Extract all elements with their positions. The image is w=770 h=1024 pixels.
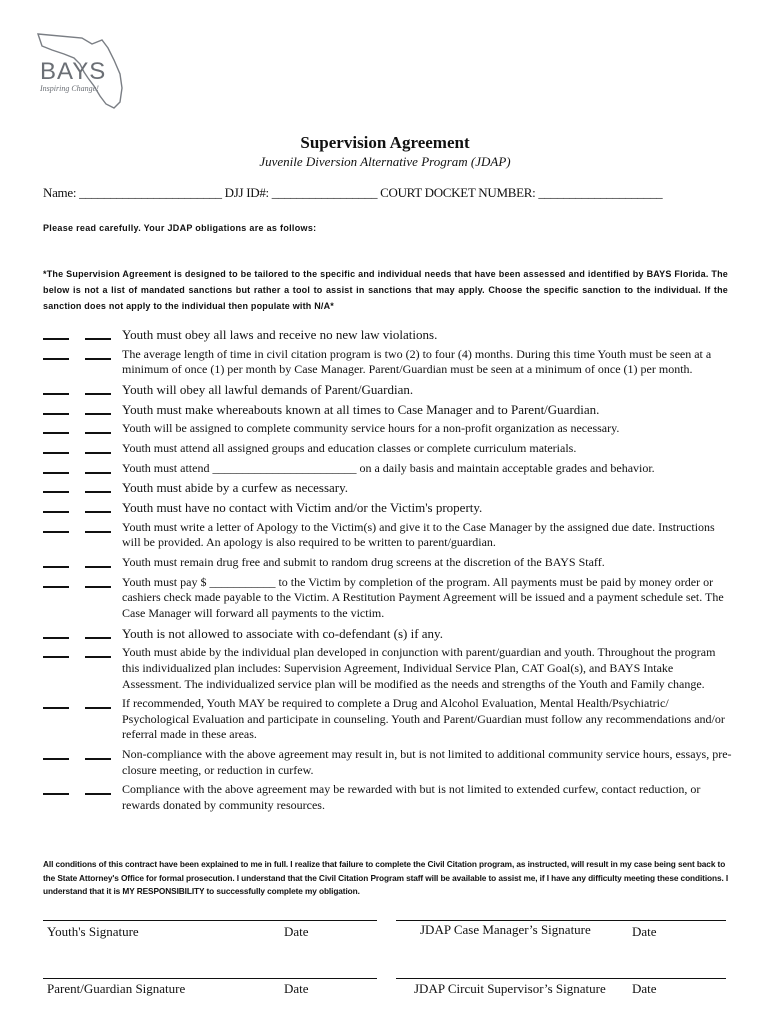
date-label: Date — [632, 981, 657, 996]
youth-signature-label: Youth's Signature — [47, 924, 139, 939]
obligation-text: Youth must attend ________________________ on a daily basis and maintain acceptable grades and behavior. — [122, 460, 655, 475]
obligation-item — [43, 696, 733, 743]
initial-blanks[interactable] — [43, 432, 111, 434]
obligation-item — [43, 441, 733, 457]
obligation-text: Youth will be assigned to complete community service hours for a non-profit organization as necessary. — [122, 421, 620, 436]
obligations-list — [43, 327, 733, 818]
obligation-text: Youth must make whereabouts known at all times to Case Manager and to Parent/Guardian. — [122, 401, 600, 417]
obligation-item — [43, 421, 733, 437]
instructions: Please read carefully. Your JDAP obligations are as follows: — [43, 223, 317, 233]
date-label: Date — [284, 924, 309, 939]
obligation-text: Compliance with the above agreement may be rewarded with but is not limited to extended curfew, contact reduction, or rewards donated by community resources. — [122, 782, 701, 812]
obligation-item — [43, 500, 733, 516]
obligation-item — [43, 645, 733, 692]
date-label: Date — [632, 924, 657, 939]
initial-blanks[interactable] — [43, 358, 111, 360]
obligation-item — [43, 575, 733, 622]
obligation-text: Youth must write a letter of Apology to the Victim(s) and give it to the Case Manager by the assigned due date. Instructions will be provided. An apology is also required to be written to parent/guardian. — [122, 519, 715, 550]
initial-blanks[interactable] — [43, 491, 111, 493]
initial-blanks[interactable] — [43, 338, 111, 340]
obligation-item — [43, 520, 733, 551]
case-manager-signature-label: JDAP Case Manager’s Signature — [420, 922, 591, 937]
initial-blanks[interactable] — [43, 586, 111, 588]
obligation-item — [43, 480, 733, 496]
identification-line: Name: _______________________ DJJ ID#: _________________ COURT DOCKET NUMBER: ____________________ — [43, 185, 663, 200]
obligation-item — [43, 461, 733, 477]
obligation-item — [43, 347, 733, 378]
conditions-statement: All conditions of this contract have been explained to me in full. I realize that failure to complete the Civil Citation program, as instructed, will result in my case being sent back to the State Attorney's Office for formal prosecution. I understand that the Civil Citation Program staff will be available to assist me, if I have any difficulty meeting these conditions. I understand that it is MY RESPONSIBILITY to successfully complete my obligation. — [43, 859, 729, 896]
initial-blanks[interactable] — [43, 531, 111, 533]
obligation-item — [43, 402, 733, 418]
parent-signature-label: Parent/Guardian Signature — [47, 981, 186, 996]
initial-blanks[interactable] — [43, 511, 111, 513]
logo-tagline: Inspiring Change! — [40, 84, 99, 93]
obligation-item — [43, 782, 733, 813]
initial-blanks[interactable] — [43, 393, 111, 395]
obligation-text: Youth is not allowed to associate with co-defendant (s) if any. — [122, 625, 443, 641]
supervisor-signature-line[interactable] — [396, 978, 726, 979]
case-manager-signature-line[interactable] — [396, 920, 726, 921]
initial-blanks[interactable] — [43, 566, 111, 568]
initial-blanks[interactable] — [43, 637, 111, 639]
logo-text: BAYS — [40, 58, 107, 85]
obligation-text: Youth must attend all assigned groups and education classes or complete curriculum materials. — [122, 441, 577, 456]
initial-blanks[interactable] — [43, 758, 111, 760]
page-title: Supervision Agreement — [300, 133, 470, 152]
initial-blanks[interactable] — [43, 472, 111, 474]
youth-signature-line[interactable] — [43, 920, 377, 921]
page-subtitle: Juvenile Diversion Alternative Program (JDAP) — [259, 154, 511, 169]
obligation-text: If recommended, Youth MAY be required to complete a Drug and Alcohol Evaluation, Mental Health/Psychiatric/ Psychological Evaluation and participate in counseling. Youth and Parent/Guardian must follow any recommendations and/or referral made in these areas. — [122, 696, 725, 742]
obligation-text: Youth must remain drug free and submit to random drug screens at the discretion of the BAYS Staff. — [122, 555, 605, 570]
initial-blanks[interactable] — [43, 707, 111, 709]
initial-blanks[interactable] — [43, 793, 111, 795]
obligation-item — [43, 747, 733, 778]
tailoring-note: *The Supervision Agreement is designed to be tailored to the specific and individual needs that have been assessed and identified by BAYS Florida. The below is not a list of mandated sanctions but rather a tool to assist in sanctions that may apply. Choose the specific sanction to the individual. If the sanction does not apply to the individual then populate with N/A* — [43, 269, 728, 311]
obligation-item — [43, 555, 733, 571]
obligation-text: The average length of time in civil citation program is two (2) to four (4) months. During this time Youth must be seen at a minimum of once (1) per month by Case Manager. Parent/Guardian must be seen at a minimum of once (1) per month. — [122, 346, 712, 377]
obligation-item — [43, 626, 733, 642]
obligation-item — [43, 327, 733, 343]
obligation-text: Youth must pay $ ___________ to the Victim by completion of the program. All payments must be paid by money order or cashiers check made payable to the Victim. A Restitution Payment Agreement will be issued and a payment schedule set. The Case Manager will forward all payments to the victim. — [122, 574, 724, 620]
obligation-text: Youth must abide by a curfew as necessary. — [122, 480, 349, 496]
initial-blanks[interactable] — [43, 656, 111, 658]
obligation-text: Non-compliance with the above agreement may result in, but is not limited to additional community service hours, essays, pre-closure meeting, or reduction in curfew. — [122, 747, 732, 777]
initial-blanks[interactable] — [43, 452, 111, 454]
supervisor-signature-label: JDAP Circuit Supervisor’s Signature — [414, 981, 606, 996]
obligation-text: Youth will obey all lawful demands of Parent/Guardian. — [122, 381, 414, 397]
bays-logo — [34, 30, 130, 112]
parent-signature-line[interactable] — [43, 978, 377, 979]
date-label: Date — [284, 981, 309, 996]
obligation-text: Youth must have no contact with Victim and/or the Victim's property. — [122, 500, 483, 516]
obligation-item — [43, 382, 733, 398]
obligation-text: Youth must abide by the individual plan developed in conjunction with parent/guardian and youth. Throughout the program this individualized plan includes: Supervision Agreement, Individual Service Plan, CAT Goal(s), and BAYS Intake Assessment. The individualized service plan will be modified as the needs and strengths of the Youth and Family change. — [122, 645, 716, 691]
initial-blanks[interactable] — [43, 413, 111, 415]
obligation-text: Youth must obey all laws and receive no new law violations. — [122, 327, 438, 342]
